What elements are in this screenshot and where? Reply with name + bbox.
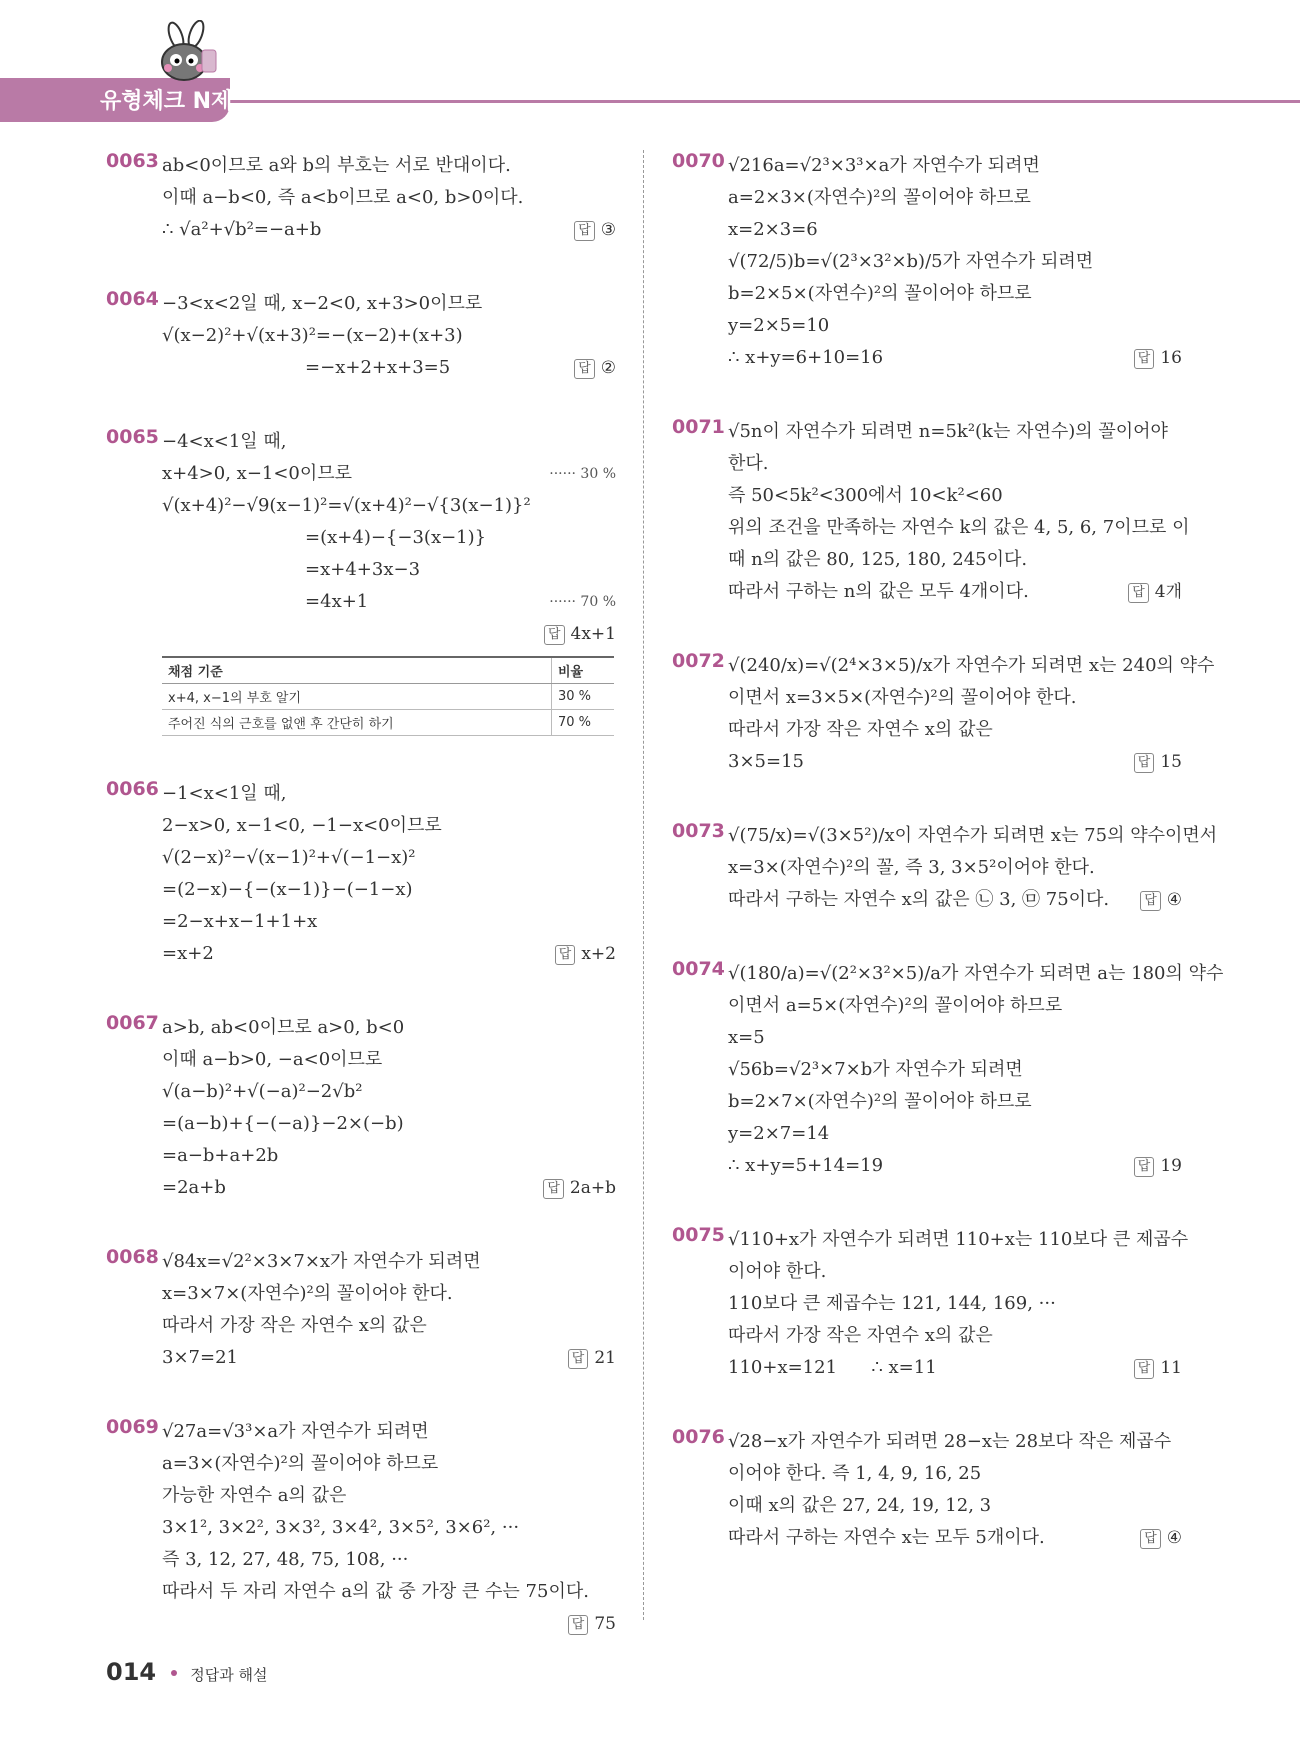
solution-text: 따라서 구하는 자연수 x는 모두 5개이다. [728, 1527, 1045, 1548]
solution-text: √110+x가 자연수가 되려면 110+x는 110보다 큰 제곱수 [728, 1229, 1189, 1250]
solution-line [672, 310, 1182, 342]
answer-value: 75 [594, 1614, 616, 1634]
problem-number: 0067 [106, 1012, 159, 1034]
solution-text: 위의 조건을 만족하는 자연수 k의 값은 4, 5, 6, 7이므로 이 [728, 517, 1190, 538]
solution-text: =x+2 [162, 943, 214, 964]
solution-line [106, 1012, 616, 1044]
problem-block [106, 288, 616, 384]
table-header: 비율 [552, 657, 615, 684]
solution-line [672, 990, 1182, 1022]
answer [1140, 884, 1182, 916]
answer-tag-icon: 답 [555, 945, 576, 965]
solution-line [106, 874, 616, 906]
solution-text: √56b=√2³×7×b가 자연수가 되려면 [728, 1059, 1023, 1080]
solution-text: 즉 50<5k²<300에서 10<k²<60 [728, 485, 1003, 506]
answer-tag-icon: 답 [544, 625, 565, 645]
answer [1134, 746, 1182, 778]
solution-line [672, 544, 1182, 576]
answer-tag-icon: 답 [1134, 349, 1155, 369]
solution-text: √5n이 자연수가 되려면 n=5k²(k는 자연수)의 꼴이어야 [728, 421, 1168, 442]
solution-line [672, 416, 1182, 448]
solution-text: 따라서 구하는 n의 값은 모두 4개이다. [728, 581, 1029, 602]
problem-block [672, 1224, 1189, 1384]
solution-line [106, 1512, 616, 1544]
table-cell: 주어진 식의 근호를 없앤 후 간단히 하기 [162, 710, 552, 736]
solution-text: y=2×5=10 [728, 315, 830, 336]
problem-block [672, 958, 1224, 1182]
solution-line [106, 1342, 616, 1374]
solution-line [672, 512, 1190, 544]
solution-text: x+4>0, x−1<0이므로 [162, 463, 353, 484]
solution-text: a>b, ab<0이므로 a>0, b<0 [162, 1017, 405, 1038]
problem-block [106, 150, 616, 246]
solution-text: 따라서 가장 작은 자연수 x의 값은 [162, 1315, 427, 1336]
answer [544, 618, 616, 650]
problem-number: 0072 [672, 650, 725, 672]
answer-value: ④ [1166, 890, 1182, 910]
problem-block [672, 1426, 1182, 1554]
solution-line [106, 522, 616, 554]
answer-value: 11 [1160, 1358, 1182, 1378]
solution-text: y=2×7=14 [728, 1123, 830, 1144]
solution-line [106, 1448, 616, 1480]
solution-text: −4<x<1일 때, [162, 431, 287, 452]
solution-line [106, 938, 616, 970]
solution-line [672, 884, 1182, 916]
solution-text: x=5 [728, 1027, 765, 1048]
answer [574, 214, 616, 246]
answer-tag-icon: 답 [543, 1179, 564, 1199]
solution-text: b=2×7×(자연수)²의 꼴이어야 하므로 [728, 1091, 1032, 1112]
problem-number: 0075 [672, 1224, 725, 1246]
answer-value: ④ [1166, 1528, 1182, 1548]
answer-value: 21 [594, 1348, 616, 1368]
solution-line [106, 554, 616, 586]
solution-text: √27a=√3³×a가 자연수가 되려면 [162, 1421, 429, 1442]
solution-text: 따라서 두 자리 자연수 a의 값 중 가장 큰 수는 75이다. [162, 1581, 589, 1602]
answer-tag-icon: 답 [1128, 583, 1149, 603]
solution-text: 이면서 x=3×5×(자연수)²의 꼴이어야 한다. [728, 687, 1077, 708]
answer-value: 16 [1160, 348, 1182, 368]
solution-line [106, 1310, 616, 1342]
problem-block [672, 650, 1215, 778]
answer-tag-icon: 답 [1134, 1359, 1155, 1379]
solution-line [106, 458, 616, 490]
answer-value: 2a+b [569, 1178, 616, 1198]
solution-text: ∴ x+y=5+14=19 [728, 1155, 884, 1176]
solution-line [106, 426, 616, 458]
solution-text: √(2−x)²−√(x−1)²+√(−1−x)² [162, 847, 416, 868]
solution-line [106, 1576, 616, 1608]
solution-text: √(x+4)²−√9(x−1)²=√(x+4)²−√{3(x−1)}² [162, 495, 531, 516]
solution-text: =4x+1 [162, 591, 369, 612]
solution-line [106, 1416, 616, 1448]
solution-line [672, 1256, 1182, 1288]
solution-line [672, 1288, 1182, 1320]
solution-line [672, 714, 1182, 746]
solution-line [672, 1118, 1182, 1150]
solution-text: √84x=√2²×3×7×x가 자연수가 되려면 [162, 1251, 481, 1272]
problem-block [672, 150, 1182, 374]
bunny-mascot-icon [152, 20, 222, 86]
answer [568, 1608, 616, 1640]
table-header: 채점 기준 [162, 657, 552, 684]
solution-text: 때 n의 값은 80, 125, 180, 245이다. [728, 549, 1028, 570]
answer-tag-icon: 답 [1134, 1157, 1155, 1177]
solution-text: 즉 3, 12, 27, 48, 75, 108, ··· [162, 1549, 409, 1570]
problem-block [106, 1416, 616, 1640]
right-column [672, 150, 1224, 1596]
solution-text: √(240/x)=√(2⁴×3×5)/x가 자연수가 되려면 x는 240의 약수 [728, 655, 1215, 676]
solution-line [106, 182, 616, 214]
solution-text: a=2×3×(자연수)²의 꼴이어야 하므로 [728, 187, 1031, 208]
solution-line [106, 1108, 616, 1140]
solution-text: √(a−b)²+√(−a)²−2√b² [162, 1081, 363, 1102]
solution-line [106, 1140, 616, 1172]
answer-value: ② [600, 358, 616, 378]
solution-text: =−x+2+x+3=5 [162, 357, 451, 378]
answer [1134, 1150, 1182, 1182]
solution-text: =a−b+a+2b [162, 1145, 279, 1166]
solution-line [672, 1086, 1182, 1118]
solution-line [672, 448, 1182, 480]
solution-line [672, 480, 1182, 512]
solution-line [672, 1150, 1182, 1182]
footer-label: 정답과 해설 [190, 1666, 268, 1684]
solution-line [672, 1352, 1182, 1384]
answer [555, 938, 616, 970]
solution-line [672, 1320, 1182, 1352]
solution-line [106, 150, 616, 182]
problem-number: 0069 [106, 1416, 159, 1438]
problem-block [106, 1246, 616, 1374]
solution-line [106, 586, 616, 618]
solution-text: 이때 x의 값은 27, 24, 19, 12, 3 [728, 1495, 992, 1516]
answer-value: 4개 [1154, 582, 1182, 602]
solution-text: 3×7=21 [162, 1347, 238, 1368]
solution-text: =2−x+x−1+1+x [162, 911, 318, 932]
scoring-table [162, 656, 614, 736]
answer-value: x+2 [581, 944, 616, 964]
solution-text: x=2×3=6 [728, 219, 818, 240]
answer [574, 352, 616, 384]
solution-text: √216a=√2³×3³×a가 자연수가 되려면 [728, 155, 1040, 176]
problem-block [106, 1012, 616, 1204]
left-column [106, 150, 616, 1682]
solution-line [672, 214, 1182, 246]
problem-block [672, 416, 1190, 608]
page-header-title: 유형체크 N제 [100, 89, 233, 114]
solution-line [106, 1278, 616, 1310]
solution-text: =(2−x)−{−(x−1)}−(−1−x) [162, 879, 413, 900]
solution-text: 2−x>0, x−1<0, −1−x<0이므로 [162, 815, 442, 836]
solution-line [672, 820, 1218, 852]
solution-text: 3×1², 3×2², 3×3², 3×4², 3×5², 3×6², ··· [162, 1517, 520, 1538]
solution-text: ab<0이므로 a와 b의 부호는 서로 반대이다. [162, 155, 511, 176]
answer-tag-icon: 답 [1140, 1529, 1161, 1549]
table-cell: 70 % [552, 710, 615, 736]
solution-line [672, 576, 1182, 608]
problem-block [106, 778, 616, 970]
answer [543, 1172, 616, 1204]
solution-line [106, 906, 616, 938]
problem-number: 0073 [672, 820, 725, 842]
solution-text: 따라서 구하는 자연수 x의 값은 ㉡ 3, ㉤ 75이다. [728, 889, 1110, 910]
solution-line [106, 1608, 616, 1640]
solution-line [672, 1022, 1182, 1054]
solution-text: 이어야 한다. 즉 1, 4, 9, 16, 25 [728, 1463, 982, 1484]
problem-number: 0064 [106, 288, 159, 310]
problem-number: 0074 [672, 958, 725, 980]
solution-text: 따라서 가장 작은 자연수 x의 값은 [728, 719, 993, 740]
problem-number: 0076 [672, 1426, 725, 1448]
table-row [162, 684, 614, 710]
answer-tag-icon: 답 [574, 221, 595, 241]
answer-value: 15 [1160, 752, 1182, 772]
solution-line [106, 842, 616, 874]
solution-line [672, 852, 1182, 884]
answer [1134, 342, 1182, 374]
score-percent: ······ 70 % [549, 594, 616, 610]
problem-number: 0068 [106, 1246, 159, 1268]
solution-text: =x+4+3x−3 [162, 559, 421, 580]
solution-text: =2a+b [162, 1177, 226, 1198]
solution-text: =(x+4)−{−3(x−1)} [162, 527, 487, 548]
score-percent: ······ 30 % [549, 466, 616, 482]
solution-line [672, 246, 1182, 278]
solution-text: a=3×(자연수)²의 꼴이어야 하므로 [162, 1453, 439, 1474]
solution-line [672, 650, 1215, 682]
answer [1140, 1522, 1182, 1554]
solution-line [106, 352, 616, 384]
answer [1128, 576, 1182, 608]
solution-line [106, 288, 616, 320]
header-rule [200, 100, 1300, 103]
solution-text: √28−x가 자연수가 되려면 28−x는 28보다 작은 제곱수 [728, 1431, 1172, 1452]
answer-value: 19 [1160, 1156, 1182, 1176]
solution-text: ∴ x+y=6+10=16 [728, 347, 884, 368]
solution-text: 110+x=121 ∴ x=11 [728, 1357, 937, 1378]
solution-line [106, 778, 616, 810]
solution-text: 이때 a−b<0, 즉 a<b이므로 a<0, b>0이다. [162, 187, 524, 208]
column-divider [643, 150, 644, 1620]
page-number: 014 [106, 1658, 157, 1686]
solution-text: √(72/5)b=√(2³×3²×b)/5가 자연수가 되려면 [728, 251, 1094, 272]
solution-line [672, 1522, 1182, 1554]
solution-line [106, 810, 616, 842]
solution-text: =(a−b)+{−(−a)}−2×(−b) [162, 1113, 404, 1134]
solution-text: 110보다 큰 제곱수는 121, 144, 169, ··· [728, 1293, 1056, 1314]
problem-block [672, 820, 1218, 916]
solution-line [672, 1458, 1182, 1490]
problem-number: 0066 [106, 778, 159, 800]
solution-text: 따라서 가장 작은 자연수 x의 값은 [728, 1325, 993, 1346]
solution-line [672, 958, 1224, 990]
answer-tag-icon: 답 [1134, 753, 1155, 773]
solution-line [106, 618, 616, 650]
solution-text: −3<x<2일 때, x−2<0, x+3>0이므로 [162, 293, 483, 314]
solution-line [106, 214, 616, 246]
solution-text: √(180/a)=√(2²×3²×5)/a가 자연수가 되려면 a는 180의 약수 [728, 963, 1224, 984]
problem-number: 0063 [106, 150, 159, 172]
answer-value: ③ [600, 220, 616, 240]
solution-line [106, 1076, 616, 1108]
solution-text: x=3×7×(자연수)²의 꼴이어야 한다. [162, 1283, 453, 1304]
solution-text: ∴ √a²+√b²=−a+b [162, 219, 322, 240]
solution-text: 가능한 자연수 a의 값은 [162, 1485, 347, 1506]
solution-line [672, 278, 1182, 310]
bullet-dot-icon [171, 1670, 177, 1676]
table-row [162, 710, 614, 736]
solution-line [672, 342, 1182, 374]
solution-text: 이면서 a=5×(자연수)²의 꼴이어야 하므로 [728, 995, 1063, 1016]
problem-block [106, 426, 616, 736]
table-cell: 30 % [552, 684, 615, 710]
solution-text: 이어야 한다. [728, 1261, 827, 1282]
solution-line [672, 682, 1182, 714]
answer-tag-icon: 답 [568, 1349, 589, 1369]
answer-tag-icon: 답 [1140, 891, 1161, 911]
solution-line [106, 1246, 616, 1278]
solution-line [672, 1224, 1189, 1256]
answer [1134, 1352, 1182, 1384]
solution-line [672, 1426, 1182, 1458]
answer-tag-icon: 답 [568, 1615, 589, 1635]
solution-line [672, 746, 1182, 778]
answer [568, 1342, 616, 1374]
solution-text: √(75/x)=√(3×5²)/x이 자연수가 되려면 x는 75의 약수이면서 [728, 825, 1218, 846]
solution-text: −1<x<1일 때, [162, 783, 287, 804]
solution-line [672, 150, 1182, 182]
answer-tag-icon: 답 [574, 359, 595, 379]
solution-line [672, 1054, 1182, 1086]
solution-line [106, 1172, 616, 1204]
solution-line [106, 1044, 616, 1076]
solution-line [106, 320, 616, 352]
problem-number: 0065 [106, 426, 159, 448]
solution-text: 한다. [728, 453, 769, 474]
solution-text: 3×5=15 [728, 751, 804, 772]
problem-number: 0070 [672, 150, 725, 172]
solution-text: √(x−2)²+√(x+3)²=−(x−2)+(x+3) [162, 325, 463, 346]
problem-number: 0071 [672, 416, 725, 438]
solution-line [672, 1490, 1182, 1522]
solution-line [106, 1480, 616, 1512]
solution-line [106, 1544, 616, 1576]
solution-text: b=2×5×(자연수)²의 꼴이어야 하므로 [728, 283, 1032, 304]
solution-text: 이때 a−b>0, −a<0이므로 [162, 1049, 383, 1070]
page-footer [106, 1658, 268, 1686]
table-cell: x+4, x−1의 부호 알기 [162, 684, 552, 710]
answer-value: 4x+1 [570, 624, 616, 644]
solution-line [672, 182, 1182, 214]
solution-line [106, 490, 616, 522]
solution-text: x=3×(자연수)²의 꼴, 즉 3, 3×5²이어야 한다. [728, 857, 1095, 878]
